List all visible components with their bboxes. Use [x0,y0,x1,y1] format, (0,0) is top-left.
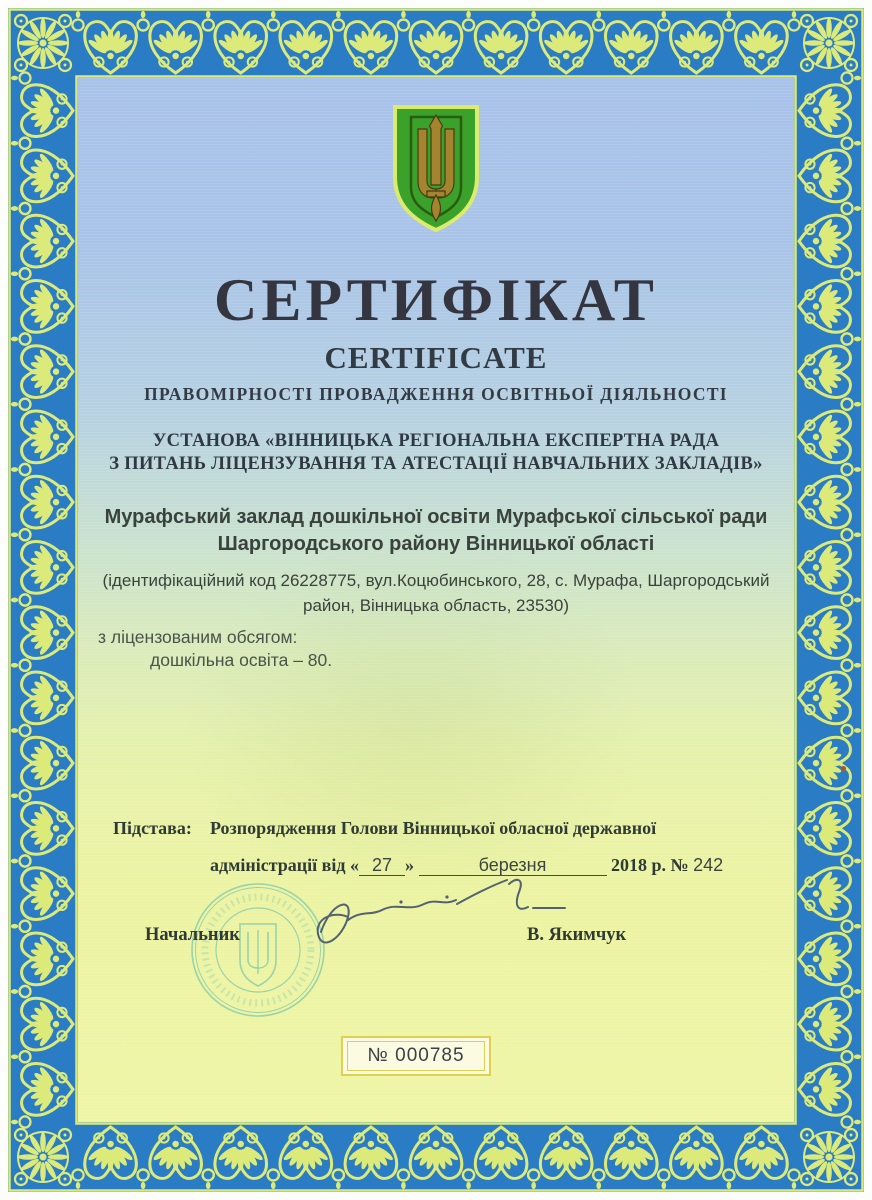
signer-title: Начальник [145,925,240,945]
license-scope-value: дошкільна освіта – 80. [150,650,333,670]
ukraine-trident-emblem [389,103,483,235]
institution-name [78,504,794,558]
details-line2: район, Вінницька область, 23530) [303,596,569,615]
basis-date-line [210,855,750,876]
institution-details [78,568,794,618]
ink-speck [841,766,846,771]
license-scope [98,626,332,672]
license-scope-label: з ліцензованим обсягом: [98,627,298,647]
certificate-title: СЕРТИФІКАТ [214,267,658,333]
institution-line2: Шаргородського району Вінницької області [217,533,655,555]
issuer-line2: З ПИТАНЬ ЛІЦЕНЗУВАННЯ ТА АТЕСТАЦІЇ НАВЧАЛЬНИХ ЗАКЛАДІВ» [109,454,763,474]
basis-line2-prefix: адміністрації від « [210,855,360,875]
basis-year-suffix: 2018 р. № [611,855,689,875]
certificate-title-en: CERTIFICATE [324,340,548,375]
issuer-line1: УСТАНОВА «ВІННИЦЬКА РЕГІОНАЛЬНА ЕКСПЕРТНА РАДА [152,431,720,451]
signer-name: В. Якимчук [527,925,627,945]
signature [243,878,573,968]
basis-text: Розпорядження Голови Вінницької обласної державної [210,818,657,838]
certificate-body [78,78,794,1122]
institution-line1: Мурафський заклад дошкільної освіти Мурафської сільської ради [104,506,768,528]
basis-day-field: 27 [359,855,405,876]
basis-number: 242 [693,855,724,875]
details-line1: (ідентифікаційний код 26228775, вул.Коцюбинського, 28, с. Мурафа, Шаргородський [102,571,770,590]
issuer-block [78,430,794,476]
basis-quote-close: » [405,855,415,875]
serial-number: № 000785 [347,1041,485,1071]
basis-label: Підстава: [113,818,192,838]
basis-month-field: березня [419,855,607,876]
serial-number-plate [341,1036,491,1076]
certificate-subtitle: ПРАВОМІРНОСТІ ПРОВАДЖЕННЯ ОСВІТНЬОЇ ДІЯЛЬНОСТІ [144,384,728,404]
